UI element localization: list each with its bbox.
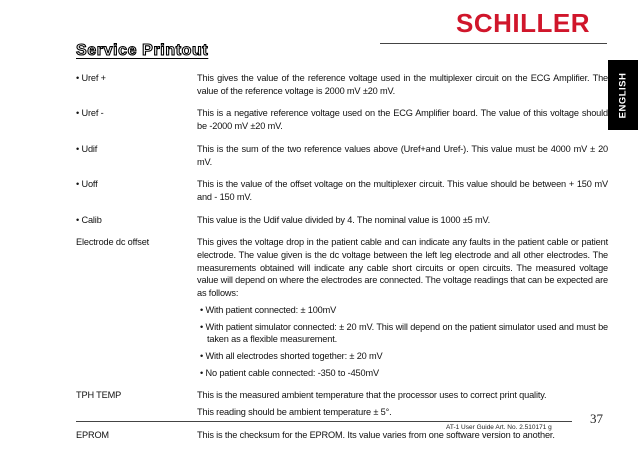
schiller-logo: SCHILLER [456, 8, 590, 38]
entry-bullet: • With patient simulator connected: ± 20 mV. This will depend on the patient simulator used and must be taken as a flexible measurement. [200, 321, 608, 345]
entry-uref-minus [76, 107, 608, 136]
entry-uref-plus [76, 72, 608, 101]
entry-term: • Uref - [76, 108, 104, 119]
entry-term: • Uref + [76, 73, 106, 83]
entry-paragraph: This is the value of the offset voltage on the multiplexer circuit. This value should be between + 150 mV and - 150 mV. [197, 179, 608, 202]
entry-bullet: • With patient connected: ± 100mV [200, 304, 337, 315]
entry-list [76, 72, 608, 451]
entry-description [197, 107, 608, 136]
entry-paragraph: This value is the Udif value divided by 4. The nominal value is 1000 ±5 mV. [197, 214, 491, 225]
entry-description [197, 72, 608, 101]
entry-term: EPROM [76, 429, 109, 440]
entry-description [197, 389, 608, 422]
entry-term: • Udif [76, 143, 98, 154]
footer-rule [76, 421, 572, 422]
entry-description [197, 429, 608, 446]
entry-paragraph: This is the checksum for the EPROM. Its value varies from one software version to another. [197, 429, 555, 440]
language-tab [608, 60, 638, 130]
language-tab-label: ENGLISH [617, 72, 629, 118]
entry-term: Electrode dc offset [76, 237, 150, 248]
entry-uoff [76, 178, 608, 207]
entry-paragraph: This gives the value of the reference voltage used in the multiplexer circuit on the ECG Amplifier. The value of the reference voltage is 2000 mV ±20 mV. [197, 73, 608, 96]
entry-description [197, 143, 608, 172]
entry-bullet: • With all electrodes shorted together: ± 20 mV [200, 350, 383, 361]
entry-calib [76, 214, 608, 231]
entry-udif [76, 143, 608, 172]
page-number: 37 [590, 411, 603, 426]
entry-description [197, 214, 608, 231]
entry-eprom [76, 429, 608, 446]
entry-description [197, 178, 608, 207]
header-rule [380, 43, 607, 44]
entry-term: • Calib [76, 214, 102, 225]
entry-description [197, 236, 608, 383]
entry-term: TPH TEMP [76, 390, 122, 401]
entry-paragraph: This is a negative reference voltage used on the ECG Amplifier board. The value of this voltage should be -2000 mV ±20 mV. [197, 108, 608, 132]
entry-bullet: • No patient cable connected: -350 to -450mV [200, 367, 379, 378]
entry-electrode-dc-offset [76, 236, 608, 383]
entry-paragraph: This is the measured ambient temperature that the processor uses to correct print quality. [197, 390, 547, 401]
entry-paragraph: This is the sum of the two reference values above (Uref+and Uref-). This value must be 4000 mV ± 20 mV. [197, 143, 608, 167]
entry-paragraph: This gives the voltage drop in the patient cable and can indicate any faults in the patient cable or patient electrode. The value given is the dc voltage between the left leg electrode and all other electrodes. The measurements obtained will indicate any cable short circuits or open circuits. The measured voltage value will depend on where the electrodes are connected. The voltage readings that can be expected are as follows: [197, 237, 609, 299]
entry-paragraph: This reading should be ambient temperature ± 5°. [197, 407, 392, 418]
entry-tph-temp [76, 389, 608, 422]
entry-term: • Uoff [76, 179, 98, 190]
page-title: Service Printout [76, 42, 209, 59]
document-reference: AT-1 User Guide Art. No. 2.510171 g [446, 424, 552, 431]
